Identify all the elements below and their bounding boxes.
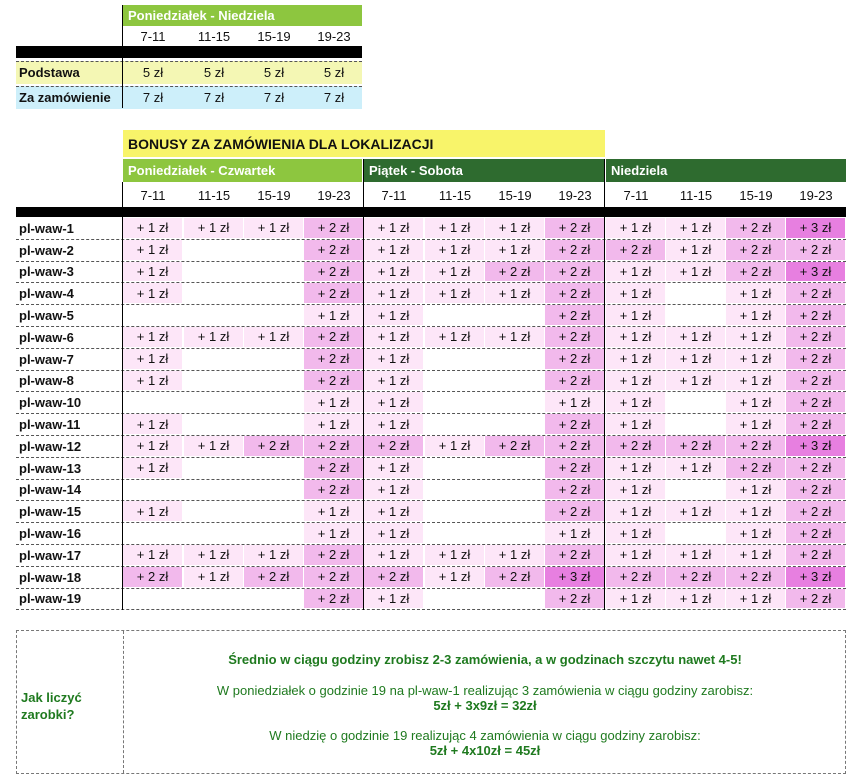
bonus-cell [244, 305, 303, 325]
top-rate-cell: 7 zł [203, 89, 225, 105]
bonus-cell [244, 392, 303, 412]
top-slot-header: 7-11 [140, 28, 166, 44]
top-rate-cell: 7 zł [263, 89, 285, 105]
bonus-cell: + 1 zł [364, 589, 423, 609]
bonus-cell: + 2 zł [666, 436, 725, 456]
location-label: pl-waw-18 [19, 569, 82, 585]
bonus-cell: + 1 zł [364, 283, 423, 303]
bonus-cell: + 1 zł [123, 458, 182, 478]
bonus-cell [485, 371, 544, 391]
bonus-cell [184, 523, 243, 543]
bonus-cell: + 1 zł [485, 218, 544, 238]
bonus-slot-header: 15-19 [498, 187, 532, 203]
earnings-example-1: W poniedziałek o godzinie 19 na pl-waw-1 realizując 3 zamówienia w ciągu godziny zarobisz: [216, 683, 754, 698]
bonus-cell: + 1 zł [304, 501, 363, 521]
bonus-cell: + 1 zł [425, 283, 484, 303]
bonus-cell: + 3 zł [786, 436, 845, 456]
bonus-cell [184, 283, 243, 303]
bonus-cell: + 2 zł [786, 458, 845, 478]
bonus-slot-header: 15-19 [739, 187, 773, 203]
top-slot-header: 11-15 [197, 28, 231, 44]
bonus-cell: + 2 zł [786, 349, 845, 369]
bonus-cell: + 2 zł [786, 240, 845, 260]
top-period-header: Poniedziałek - Niedziela [123, 5, 362, 26]
bonus-cell: + 1 zł [364, 371, 423, 391]
top-slot-header: 15-19 [257, 28, 291, 44]
bonus-cell: + 2 zł [726, 436, 785, 456]
bonus-cell: + 1 zł [123, 371, 182, 391]
bonus-slot-header: 11-15 [197, 187, 231, 203]
bonus-cell: + 2 zł [304, 349, 363, 369]
bonus-cell: + 1 zł [606, 545, 665, 565]
bonus-cell: + 1 zł [666, 371, 725, 391]
bonus-cell: + 2 zł [786, 501, 845, 521]
earnings-headline: Średnio w ciągu godziny zrobisz 2-3 zamówienia, a w godzinach szczytu nawet 4-5! [228, 652, 742, 667]
earnings-formula-2: 5zł + 4x10zł = 45zł [429, 743, 541, 758]
bonus-cell: + 2 zł [545, 414, 604, 434]
bonus-cell: + 1 zł [606, 283, 665, 303]
bonus-cell: + 1 zł [364, 458, 423, 478]
bonus-cell: + 1 zł [666, 589, 725, 609]
bonus-cell: + 2 zł [545, 262, 604, 282]
bonus-cell: + 2 zł [726, 567, 785, 587]
top-rate-cell: 7 zł [142, 89, 164, 105]
bonus-cell [123, 305, 182, 325]
bonus-cell: + 1 zł [606, 349, 665, 369]
bonus-cell [184, 589, 243, 609]
bonus-cell: + 2 zł [304, 436, 363, 456]
bonus-cell [244, 523, 303, 543]
bonus-cell: + 1 zł [606, 371, 665, 391]
bonus-cell [425, 414, 484, 434]
bonus-cell: + 2 zł [545, 371, 604, 391]
bonus-cell: + 2 zł [606, 436, 665, 456]
bonus-cell: + 2 zł [786, 392, 845, 412]
location-label: pl-waw-3 [19, 264, 74, 280]
bonus-cell: + 1 zł [123, 283, 182, 303]
bonus-cell: + 1 zł [364, 414, 423, 434]
bonus-cell: + 1 zł [726, 480, 785, 500]
bonus-divider-group1 [363, 159, 364, 610]
bonus-cell: + 2 zł [726, 218, 785, 238]
bonus-cell: + 1 zł [726, 327, 785, 347]
bonus-cell [184, 480, 243, 500]
bonus-cell: + 1 zł [364, 501, 423, 521]
location-label: pl-waw-19 [19, 591, 82, 607]
bonus-cell: + 2 zł [304, 283, 363, 303]
bonus-cell: + 1 zł [425, 327, 484, 347]
bonus-cell: + 1 zł [726, 545, 785, 565]
bonus-cell [244, 501, 303, 521]
bonus-cell: + 2 zł [244, 436, 303, 456]
bonus-cell: + 1 zł [666, 218, 725, 238]
bonus-cell: + 1 zł [726, 501, 785, 521]
bonus-cell: + 1 zł [364, 480, 423, 500]
bonus-title: BONUSY ZA ZAMÓWIENIA DLA LOKALIZACJI [123, 130, 605, 157]
top-row-label: Za zamówienie [19, 89, 111, 105]
bonus-cell: + 1 zł [606, 392, 665, 412]
bonus-cell [666, 414, 725, 434]
bonus-cell: + 2 zł [606, 240, 665, 260]
bonus-cell: + 1 zł [364, 349, 423, 369]
bonus-cell: + 2 zł [786, 371, 845, 391]
bonus-cell: + 1 zł [123, 545, 182, 565]
bonus-cell: + 1 zł [606, 501, 665, 521]
location-label: pl-waw-16 [19, 526, 82, 542]
bonus-cell: + 1 zł [364, 545, 423, 565]
bonus-cell: + 2 zł [485, 436, 544, 456]
bonus-cell: + 1 zł [123, 349, 182, 369]
bonus-slot-header: 11-15 [438, 187, 472, 203]
bonus-cell [425, 523, 484, 543]
bonus-cell: + 1 zł [485, 327, 544, 347]
bonus-cell: + 2 zł [786, 523, 845, 543]
bonus-cell [244, 240, 303, 260]
bonus-cell: + 1 zł [244, 327, 303, 347]
bonus-slot-header: 11-15 [679, 187, 713, 203]
bonus-cell: + 1 zł [425, 545, 484, 565]
bonus-cell [485, 589, 544, 609]
bonus-cell: + 2 zł [123, 567, 182, 587]
bonus-cell: + 2 zł [786, 305, 845, 325]
bonus-cell: + 1 zł [184, 218, 243, 238]
top-divider [122, 5, 123, 108]
bonus-cell: + 1 zł [123, 501, 182, 521]
bonus-cell: + 2 zł [304, 262, 363, 282]
bonus-cell: + 1 zł [304, 523, 363, 543]
bonus-cell: + 3 zł [786, 262, 845, 282]
bonus-cell: + 1 zł [606, 589, 665, 609]
bonus-divider-label [122, 182, 123, 610]
bonus-cell [666, 480, 725, 500]
bonus-cell [184, 458, 243, 478]
bonus-cell: + 1 zł [425, 218, 484, 238]
bonus-cell: + 1 zł [485, 283, 544, 303]
top-rate-cell: 5 zł [203, 64, 225, 80]
bonus-cell [244, 414, 303, 434]
bonus-cell: + 1 zł [485, 240, 544, 260]
bonus-slot-header: 19-23 [558, 187, 592, 203]
bonus-cell: + 2 zł [726, 240, 785, 260]
bonus-cell: + 1 zł [364, 392, 423, 412]
bonus-cell: + 2 zł [364, 567, 423, 587]
bonus-cell: + 2 zł [606, 567, 665, 587]
bonus-cell: + 1 zł [425, 240, 484, 260]
bonus-cell: + 1 zł [364, 305, 423, 325]
bonus-cell: + 2 zł [485, 262, 544, 282]
bonus-cell: + 1 zł [364, 327, 423, 347]
bonus-cell: + 2 zł [545, 240, 604, 260]
bonus-cell: + 3 zł [786, 567, 845, 587]
location-label: pl-waw-10 [19, 395, 82, 411]
bonus-cell: + 2 zł [726, 262, 785, 282]
bonus-cell [425, 392, 484, 412]
bonus-cell: + 1 zł [184, 436, 243, 456]
bonus-cell: + 2 zł [786, 327, 845, 347]
bonus-cell: + 1 zł [606, 523, 665, 543]
bonus-cell: + 1 zł [304, 392, 363, 412]
bonus-cell: + 1 zł [726, 305, 785, 325]
location-label: pl-waw-2 [19, 242, 74, 258]
bonus-cell: + 1 zł [726, 349, 785, 369]
bonus-cell [666, 392, 725, 412]
bonus-cell: + 2 zł [545, 589, 604, 609]
bonus-cell: + 1 zł [545, 523, 604, 543]
bonus-cell: + 2 zł [364, 436, 423, 456]
bonus-cell [244, 589, 303, 609]
earnings-example-2: W niedzię o godzinie 19 realizując 4 zamówienia w ciągu godziny zarobisz: [269, 728, 701, 743]
bonus-cell: + 2 zł [545, 218, 604, 238]
bonus-cell [184, 305, 243, 325]
bonus-cell [184, 392, 243, 412]
bonus-cell: + 1 zł [606, 458, 665, 478]
top-rate-cell: 5 zł [263, 64, 285, 80]
earnings-question: Jak liczyć zarobki? [21, 690, 82, 722]
bonus-slot-header: 15-19 [257, 187, 291, 203]
bonus-cell [184, 371, 243, 391]
location-label: pl-waw-17 [19, 547, 82, 563]
location-label: pl-waw-5 [19, 308, 74, 324]
bonus-cell: + 1 zł [606, 480, 665, 500]
bonus-cell: + 2 zł [545, 436, 604, 456]
bonus-cell: + 2 zł [304, 458, 363, 478]
bonus-cell: + 1 zł [123, 218, 182, 238]
top-rate-cell: 7 zł [323, 89, 345, 105]
bonus-divider-group2 [604, 159, 605, 610]
bonus-cell [666, 283, 725, 303]
bonus-cell: + 1 zł [606, 414, 665, 434]
location-label: pl-waw-6 [19, 329, 74, 345]
bonus-cell [123, 589, 182, 609]
bonus-cell: + 1 zł [726, 392, 785, 412]
bonus-cell [485, 414, 544, 434]
bonus-cell: + 1 zł [364, 240, 423, 260]
location-label: pl-waw-1 [19, 220, 74, 236]
bonus-cell [244, 349, 303, 369]
bonus-cell: + 1 zł [123, 436, 182, 456]
location-label: pl-waw-8 [19, 373, 74, 389]
row-separator [16, 609, 846, 610]
bonus-cell: + 1 zł [184, 327, 243, 347]
bonus-cell: + 2 zł [726, 458, 785, 478]
bonus-cell [184, 414, 243, 434]
bonus-cell [425, 589, 484, 609]
bonus-cell [485, 349, 544, 369]
bonus-cell: + 2 zł [545, 305, 604, 325]
bonus-cell: + 1 zł [184, 545, 243, 565]
bonus-cell: + 2 zł [304, 567, 363, 587]
bonus-cell: + 1 zł [123, 262, 182, 282]
bonus-cell [184, 349, 243, 369]
bonus-cell: + 2 zł [786, 480, 845, 500]
bonus-cell: + 2 zł [304, 371, 363, 391]
bonus-cell: + 2 zł [304, 327, 363, 347]
bonus-cell [123, 392, 182, 412]
bonus-cell: + 1 zł [364, 262, 423, 282]
bonus-cell: + 2 zł [485, 567, 544, 587]
bonus-cell: + 3 zł [545, 567, 604, 587]
earnings-info-box [16, 630, 846, 774]
bonus-cell: + 1 zł [606, 327, 665, 347]
bonus-cell: + 1 zł [364, 218, 423, 238]
bonus-cell [666, 523, 725, 543]
location-label: pl-waw-4 [19, 286, 74, 302]
top-row-label: Podstawa [19, 64, 80, 80]
bonus-slot-header: 7-11 [623, 187, 649, 203]
bonus-cell: + 1 zł [184, 567, 243, 587]
bonus-cell: + 2 zł [545, 327, 604, 347]
location-label: pl-waw-7 [19, 351, 74, 367]
bonus-cell [485, 501, 544, 521]
bonus-black-bar [16, 207, 846, 217]
bonus-cell [485, 480, 544, 500]
bonus-cell: + 2 zł [244, 567, 303, 587]
bonus-cell [425, 349, 484, 369]
bonus-cell: + 1 zł [545, 392, 604, 412]
bonus-cell: + 1 zł [726, 523, 785, 543]
bonus-cell [666, 305, 725, 325]
bonus-cell: + 2 zł [666, 567, 725, 587]
bonus-cell: + 1 zł [666, 349, 725, 369]
group-header-mon-thu: Poniedziałek - Czwartek [123, 159, 362, 182]
bonus-cell: + 2 zł [304, 240, 363, 260]
bonus-cell: + 1 zł [666, 458, 725, 478]
location-label: pl-waw-11 [19, 417, 81, 433]
bonus-cell: + 2 zł [786, 589, 845, 609]
bonus-cell: + 2 zł [545, 545, 604, 565]
bonus-cell [425, 480, 484, 500]
group-header-fri-sat: Piątek - Sobota [364, 159, 604, 182]
location-label: pl-waw-13 [19, 460, 82, 476]
bonus-cell [425, 501, 484, 521]
bonus-cell [244, 458, 303, 478]
bonus-cell [123, 480, 182, 500]
bonus-slot-header: 19-23 [799, 187, 833, 203]
bonus-cell: + 2 zł [545, 501, 604, 521]
bonus-cell: + 1 zł [666, 545, 725, 565]
bonus-cell: + 1 zł [666, 262, 725, 282]
bonus-cell [244, 262, 303, 282]
bonus-cell: + 1 zł [726, 371, 785, 391]
bonus-cell: + 2 zł [786, 414, 845, 434]
bonus-cell: + 1 zł [425, 567, 484, 587]
bonus-cell: + 2 zł [545, 480, 604, 500]
bonus-cell: + 1 zł [123, 240, 182, 260]
bonus-cell: + 1 zł [244, 218, 303, 238]
bonus-cell [485, 305, 544, 325]
bonus-cell: + 2 zł [304, 218, 363, 238]
bonus-cell [485, 458, 544, 478]
top-slot-header: 19-23 [317, 28, 351, 44]
bonus-cell [425, 458, 484, 478]
bonus-cell [425, 305, 484, 325]
bonus-cell: + 1 zł [244, 545, 303, 565]
top-rate-cell: 5 zł [142, 64, 164, 80]
bonus-cell [244, 283, 303, 303]
bonus-cell [123, 523, 182, 543]
bonus-cell: + 2 zł [304, 589, 363, 609]
bonus-cell: + 1 zł [666, 240, 725, 260]
top-rate-cell: 5 zł [323, 64, 345, 80]
bonus-cell [244, 480, 303, 500]
bonus-cell: + 2 zł [545, 458, 604, 478]
bonus-cell: + 1 zł [726, 283, 785, 303]
bonus-slot-header: 7-11 [140, 187, 166, 203]
bonus-cell: + 1 zł [364, 523, 423, 543]
bonus-cell: + 1 zł [123, 327, 182, 347]
bonus-cell: + 1 zł [606, 218, 665, 238]
location-label: pl-waw-14 [19, 482, 82, 498]
top-black-bar [16, 46, 362, 58]
bonus-cell: + 1 zł [726, 589, 785, 609]
bonus-cell: + 1 zł [425, 436, 484, 456]
bonus-cell: + 1 zł [123, 414, 182, 434]
bonus-cell [485, 523, 544, 543]
bonus-cell: + 1 zł [606, 305, 665, 325]
bonus-cell [425, 371, 484, 391]
bonus-cell: + 2 zł [545, 349, 604, 369]
bonus-cell: + 1 zł [304, 305, 363, 325]
bonus-cell [184, 262, 243, 282]
bonus-cell: + 1 zł [666, 501, 725, 521]
bonus-cell: + 1 zł [485, 545, 544, 565]
bonus-cell: + 1 zł [666, 327, 725, 347]
bonus-cell: + 2 zł [786, 283, 845, 303]
bonus-cell: + 2 zł [786, 545, 845, 565]
bonus-cell [244, 371, 303, 391]
earnings-formula-1: 5zł + 3x9zł = 32zł [433, 698, 537, 713]
bonus-cell [184, 240, 243, 260]
bonus-cell: + 2 zł [304, 545, 363, 565]
group-header-sun: Niedziela [606, 159, 846, 182]
bonus-cell: + 1 zł [606, 262, 665, 282]
bonus-cell: + 2 zł [545, 283, 604, 303]
bonus-cell: + 2 zł [304, 480, 363, 500]
location-label: pl-waw-12 [19, 438, 82, 454]
bonus-cell [485, 392, 544, 412]
bonus-cell [184, 501, 243, 521]
location-label: pl-waw-15 [19, 504, 82, 520]
bonus-slot-header: 7-11 [381, 187, 407, 203]
bonus-cell: + 3 zł [786, 218, 845, 238]
bonus-slot-header: 19-23 [317, 187, 351, 203]
bonus-cell: + 1 zł [425, 262, 484, 282]
bonus-cell: + 1 zł [726, 414, 785, 434]
bonus-cell: + 1 zł [304, 414, 363, 434]
